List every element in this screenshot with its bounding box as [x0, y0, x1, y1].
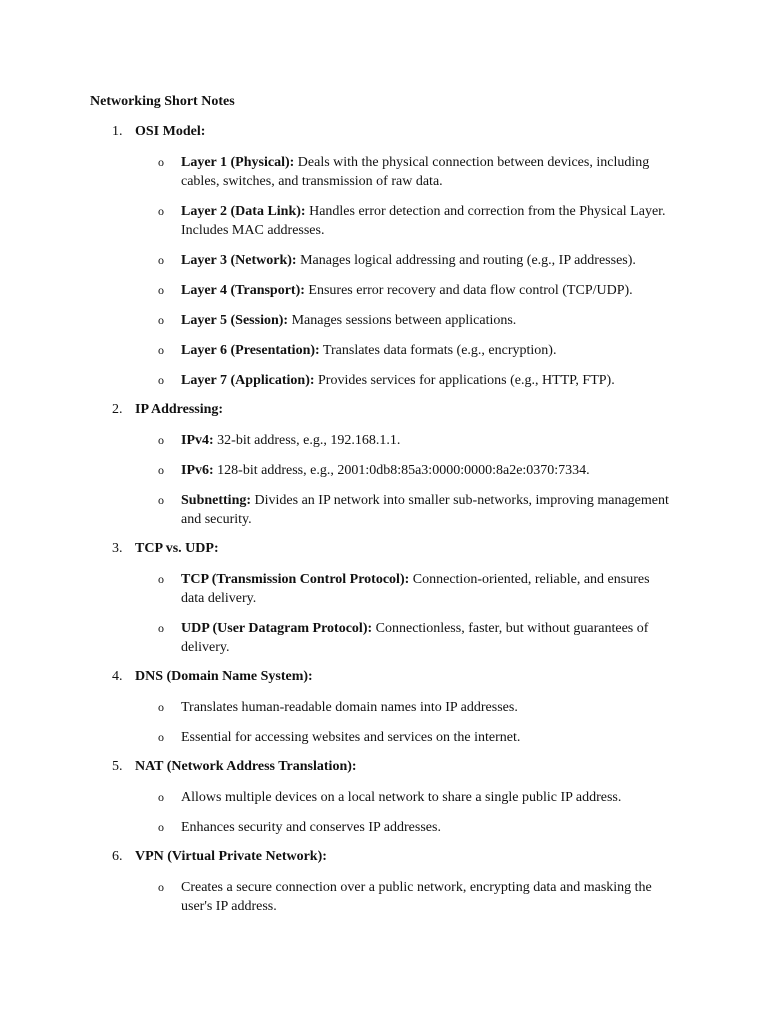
bullet-circle-icon: o — [158, 463, 164, 477]
section-heading — [0, 668, 768, 686]
bullet-circle-icon: o — [158, 433, 164, 447]
bullet-text: Connectionless, faster, but without guarantees of delivery. — [181, 621, 649, 655]
section-number: 6. — [112, 849, 123, 864]
list-item — [0, 311, 768, 330]
bullet-circle-icon: o — [158, 283, 164, 297]
bullet-term: Subnetting: — [181, 493, 252, 508]
section-item — [0, 758, 768, 837]
section-title: TCP vs. UDP: — [135, 541, 219, 556]
bullet-term: IPv6: — [181, 463, 214, 478]
bullet-text: Translates data formats (e.g., encryption). — [319, 343, 557, 358]
bullet-text: Divides an IP network into smaller sub-networks, improving management and security. — [181, 493, 669, 527]
list-item — [0, 153, 768, 191]
document-title: Networking Short Notes — [90, 94, 235, 109]
bullet-list — [0, 153, 768, 390]
bullet-term: Layer 7 (Application): — [181, 373, 315, 388]
list-item — [0, 202, 768, 240]
section-item — [0, 668, 768, 747]
bullet-term: Layer 6 (Presentation): — [181, 343, 320, 358]
bullet-text: Manages sessions between applications. — [288, 313, 517, 328]
bullet-text: Handles error detection and correction from the Physical Layer. Includes MAC addresses. — [181, 204, 666, 238]
bullet-term: Layer 5 (Session): — [181, 313, 289, 328]
bullet-circle-icon: o — [158, 572, 164, 586]
bullet-text: Enhances security and conserves IP addresses. — [181, 820, 441, 835]
bullet-text: 32-bit address, e.g., 192.168.1.1. — [213, 433, 401, 448]
bullet-term: IPv4: — [181, 433, 214, 448]
bullet-circle-icon: o — [158, 493, 164, 507]
list-item — [0, 461, 768, 480]
bullet-text: Translates human-readable domain names into IP addresses. — [181, 700, 518, 715]
section-heading — [0, 540, 768, 558]
bullet-circle-icon: o — [158, 343, 164, 357]
section-item — [0, 540, 768, 657]
bullet-circle-icon: o — [158, 700, 164, 714]
section-title: NAT (Network Address Translation): — [135, 759, 357, 774]
section-heading — [0, 758, 768, 776]
bullet-term: UDP (User Datagram Protocol): — [181, 621, 373, 636]
section-title: VPN (Virtual Private Network): — [135, 849, 327, 864]
section-item — [0, 401, 768, 529]
section-number: 4. — [112, 669, 123, 684]
bullet-term: TCP (Transmission Control Protocol): — [181, 572, 410, 587]
bullet-circle-icon: o — [158, 790, 164, 804]
bullet-term: Layer 1 (Physical): — [181, 155, 295, 170]
bullet-text: 128-bit address, e.g., 2001:0db8:85a3:0000:0000:8a2e:0370:7334. — [213, 463, 590, 478]
bullet-text: Connection-oriented, reliable, and ensures data delivery. — [181, 572, 650, 606]
list-item — [0, 818, 768, 837]
section-number: 1. — [112, 124, 123, 139]
bullet-circle-icon: o — [158, 880, 164, 894]
bullet-text: Creates a secure connection over a public network, encrypting data and masking the user's IP address. — [181, 880, 652, 914]
list-item — [0, 281, 768, 300]
bullet-list — [0, 570, 768, 657]
bullet-list — [0, 431, 768, 529]
bullet-circle-icon: o — [158, 253, 164, 267]
bullet-circle-icon: o — [158, 204, 164, 218]
bullet-term: Layer 4 (Transport): — [181, 283, 305, 298]
section-number: 3. — [112, 541, 123, 556]
list-item — [0, 570, 768, 608]
section-title: OSI Model: — [135, 124, 206, 139]
bullet-text: Ensures error recovery and data flow control (TCP/UDP). — [304, 283, 633, 298]
sections-list — [0, 123, 768, 927]
list-item — [0, 491, 768, 529]
bullet-term: Layer 2 (Data Link): — [181, 204, 306, 219]
section-heading — [0, 123, 768, 141]
section-item — [0, 123, 768, 390]
bullet-circle-icon: o — [158, 730, 164, 744]
section-title: DNS (Domain Name System): — [135, 669, 313, 684]
bullet-text: Manages logical addressing and routing (e.g., IP addresses). — [296, 253, 636, 268]
section-number: 5. — [112, 759, 123, 774]
list-item — [0, 728, 768, 747]
bullet-circle-icon: o — [158, 820, 164, 834]
bullet-text: Allows multiple devices on a local network to share a single public IP address. — [181, 790, 622, 805]
list-item — [0, 371, 768, 390]
bullet-list — [0, 788, 768, 837]
section-number: 2. — [112, 402, 123, 417]
bullet-list — [0, 878, 768, 916]
list-item — [0, 698, 768, 717]
section-heading — [0, 848, 768, 866]
bullet-text: Essential for accessing websites and services on the internet. — [181, 730, 521, 745]
bullet-circle-icon: o — [158, 373, 164, 387]
section-heading — [0, 401, 768, 419]
list-item — [0, 431, 768, 450]
bullet-circle-icon: o — [158, 313, 164, 327]
list-item — [0, 341, 768, 360]
list-item — [0, 878, 768, 916]
list-item — [0, 251, 768, 270]
section-item — [0, 848, 768, 916]
bullet-list — [0, 698, 768, 747]
list-item — [0, 619, 768, 657]
bullet-circle-icon: o — [158, 621, 164, 635]
bullet-term: Layer 3 (Network): — [181, 253, 297, 268]
bullet-text: Deals with the physical connection between devices, including cables, switches, and transmission of raw data. — [181, 155, 650, 189]
bullet-circle-icon: o — [158, 155, 164, 169]
bullet-text: Provides services for applications (e.g., HTTP, FTP). — [314, 373, 615, 388]
section-title: IP Addressing: — [135, 402, 224, 417]
list-item — [0, 788, 768, 807]
